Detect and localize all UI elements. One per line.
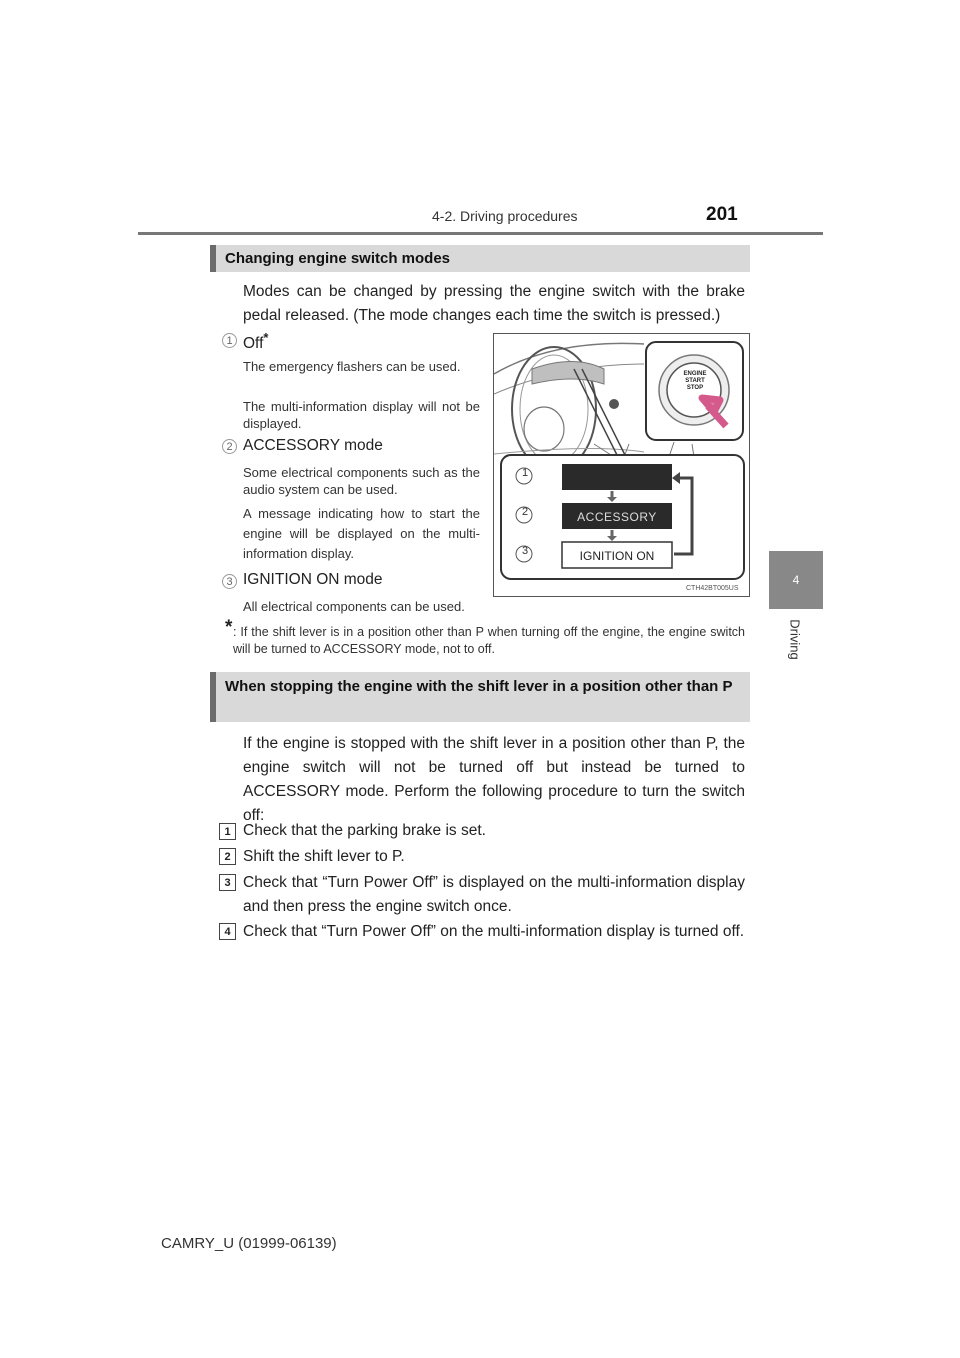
step-number: 2 bbox=[219, 848, 236, 865]
step-number: 1 bbox=[219, 823, 236, 840]
step-text: Shift the shift lever to P. bbox=[243, 848, 405, 865]
illustration-code: CTH42BT005US bbox=[686, 585, 739, 592]
section-intro: Modes can be changed by pressing the engine switch with the brake pedal released. (The mode changes each time the switch is pressed.) bbox=[243, 283, 745, 324]
mode-number: 2 bbox=[222, 439, 237, 454]
display-accessory: ACCESSORY bbox=[577, 510, 657, 524]
page-number: 201 bbox=[706, 204, 738, 225]
step-text: Check that the parking brake is set. bbox=[243, 822, 486, 839]
step-number: 4 bbox=[219, 923, 236, 940]
section2-intro: If the engine is stopped with the shift lever in a position other than P, the engine switch will not be turned off but instead be turned to ACCESSORY mode. Perform the following procedure to turn the switch off: bbox=[243, 735, 745, 824]
section-heading-stopping: When stopping the engine with the shift lever in a position other than P bbox=[210, 672, 750, 722]
mode-desc: Some electrical components such as the audio system can be used. bbox=[243, 465, 480, 497]
mode-number: 3 bbox=[222, 574, 237, 589]
footnote-text: : If the shift lever is in a position other than P when turning off the engine, the engine switch will be turned to ACCESSORY mode, not to off. bbox=[233, 625, 745, 656]
illustration-label: 1 bbox=[521, 467, 529, 479]
engine-start-stop-button: ENGINE START STOP bbox=[683, 371, 707, 391]
mode-desc: All electrical components can be used. bbox=[243, 599, 465, 614]
footer-model-code: CAMRY_U (01999-06139) bbox=[161, 1235, 337, 1252]
engine-switch-illustration bbox=[493, 333, 750, 597]
mode-desc: The emergency flashers can be used. bbox=[243, 359, 461, 374]
header-section-title: 4-2. Driving procedures bbox=[432, 208, 578, 224]
illustration-label: 2 bbox=[521, 506, 529, 518]
step-text: Check that “Turn Power Off” is displayed on the multi-information display and then press the engine switch once. bbox=[243, 874, 745, 915]
mode-title-off: Off* bbox=[243, 330, 269, 353]
step-text: Check that “Turn Power Off” on the multi-information display is turned off. bbox=[243, 923, 745, 940]
header-rule bbox=[138, 232, 823, 235]
step-number: 3 bbox=[219, 874, 236, 891]
footnote-mark: * bbox=[225, 617, 233, 638]
illustration-label: 3 bbox=[521, 545, 529, 557]
section-heading-modes: Changing engine switch modes bbox=[210, 245, 750, 272]
mode-desc: A message indicating how to start the engine will be displayed on the multi-information display. bbox=[243, 506, 480, 561]
chapter-label: Driving bbox=[787, 619, 803, 660]
mode-desc: The multi-information display will not be displayed. bbox=[243, 399, 480, 431]
display-ignition-on: IGNITION ON bbox=[579, 549, 655, 563]
mode-title-ignition: IGNITION ON mode bbox=[243, 571, 383, 588]
mode-title-accessory: ACCESSORY mode bbox=[243, 437, 383, 454]
chapter-tab: 4 bbox=[769, 551, 823, 609]
mode-number: 1 bbox=[222, 333, 237, 348]
